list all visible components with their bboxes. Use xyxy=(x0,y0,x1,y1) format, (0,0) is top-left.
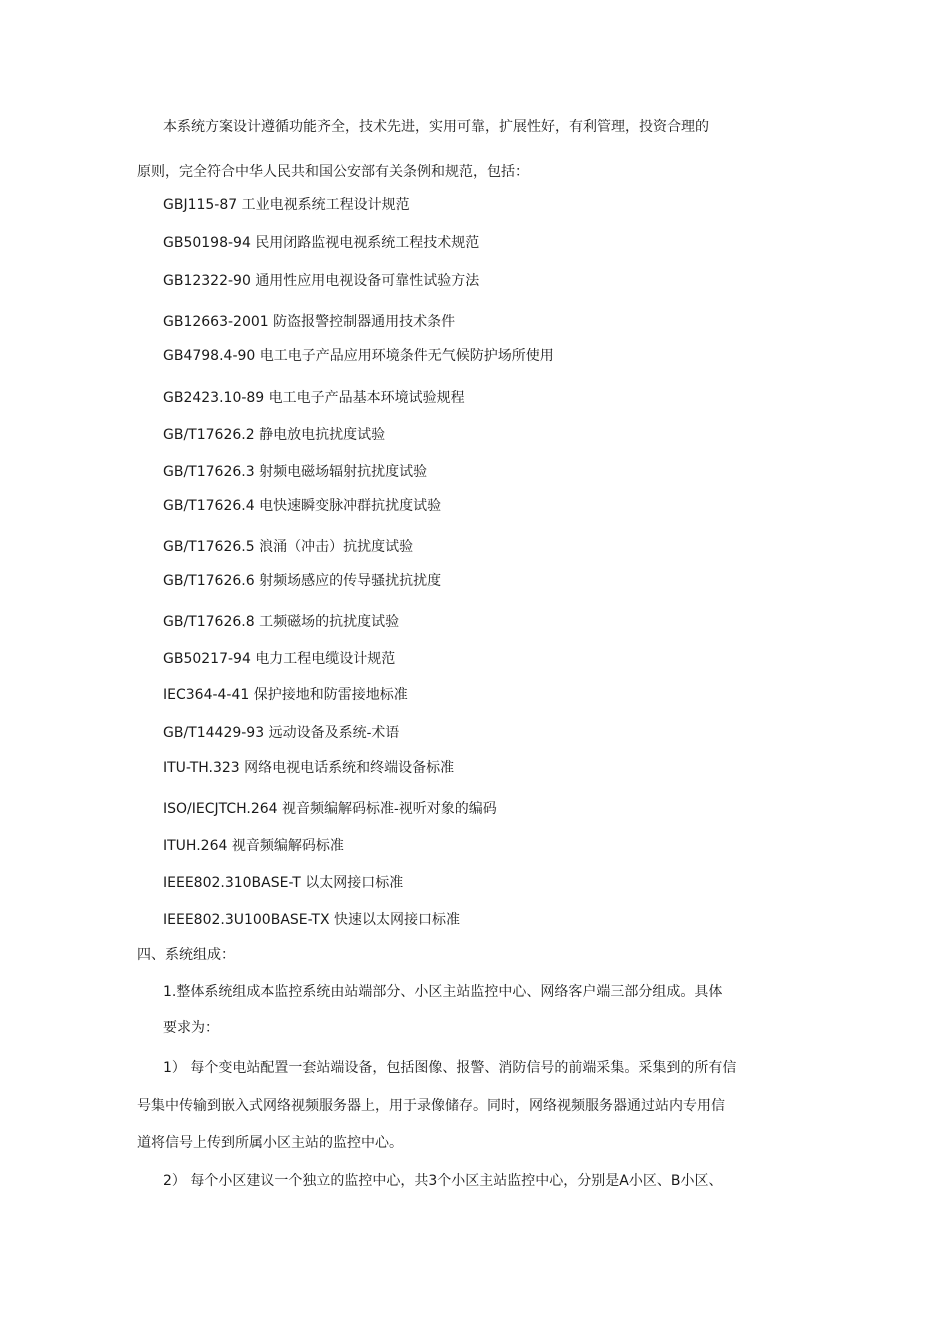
standard-code: GB12322-90 xyxy=(163,273,251,289)
standard-item xyxy=(163,571,441,591)
standard-name: 射频电磁场辐射抗扰度试验 xyxy=(259,464,428,480)
standard-name: 民用闭路监视电视系统工程技术规范 xyxy=(255,235,480,251)
standard-code: GB50198-94 xyxy=(163,235,251,251)
intro-line-2: 原则，完全符合中华人民共和国公安部有关条例和规范，包括： xyxy=(137,164,529,180)
standard-name: 浪涌（冲击）抗扰度试验 xyxy=(259,539,414,555)
standard-item xyxy=(163,910,460,930)
standard-code: GB/T17626.4 xyxy=(163,498,255,514)
paragraph-3-text-a: 每个小区建议一个独立的监控中心，共 xyxy=(190,1173,429,1189)
paragraph-3-number: 2） xyxy=(163,1173,186,1189)
section-heading: 四、系统组成： xyxy=(137,947,235,963)
standard-item xyxy=(163,388,465,408)
standard-name: 电工电子产品基本环境试验规程 xyxy=(268,390,465,406)
standard-item xyxy=(163,612,399,632)
standard-name: 通用性应用电视设备可靠性试验方法 xyxy=(255,273,480,289)
standard-code: IEEE802.310BASE-T xyxy=(163,875,301,891)
standard-name: 工业电视系统工程设计规范 xyxy=(241,197,410,213)
standard-name: 电力工程电缆设计规范 xyxy=(255,651,396,667)
standard-code: GBJ115-87 xyxy=(163,197,238,213)
standard-item xyxy=(163,425,385,445)
standard-code: ISO/IECJTCH.264 xyxy=(163,801,278,817)
standard-name: 以太网接口标准 xyxy=(305,875,404,891)
standard-item xyxy=(163,462,427,482)
paragraph-1-line-2: 要求为： xyxy=(163,1020,219,1036)
standard-code: GB/T14429-93 xyxy=(163,725,265,741)
standard-code: GB/T17626.5 xyxy=(163,539,255,555)
paragraph-1-line-1 xyxy=(163,982,722,1002)
standard-item xyxy=(163,873,403,893)
standard-item xyxy=(163,758,454,778)
paragraph-3-text-c: 小区、 xyxy=(628,1173,671,1189)
standard-item xyxy=(163,685,408,705)
standard-code: ITUH.264 xyxy=(163,838,228,854)
standard-name: 视音频编解码标准-视听对象的编码 xyxy=(282,801,497,817)
paragraph-2-line-2: 号集中传输到嵌入式网络视频服务器上，用于录像储存。同时，网络视频服务器通过站内专用信 xyxy=(137,1098,725,1114)
standard-name: 电工电子产品应用环境条件无气候防护场所使用 xyxy=(259,348,554,364)
standard-name: 远动设备及系统-术语 xyxy=(268,725,400,741)
standard-item xyxy=(163,836,344,856)
standard-code: GB2423.10-89 xyxy=(163,390,265,406)
standard-code: ITU-TH.323 xyxy=(163,760,240,776)
standard-item xyxy=(163,195,410,215)
standard-code: GB/T17626.2 xyxy=(163,427,255,443)
standard-code: GB/T17626.3 xyxy=(163,464,255,480)
standard-code: IEEE802.3U100BASE-TX xyxy=(163,912,330,928)
standard-item xyxy=(163,649,395,669)
standard-code: GB12663-2001 xyxy=(163,314,269,330)
paragraph-3-line-1 xyxy=(163,1171,722,1191)
standard-item xyxy=(163,496,441,516)
standard-name: 视音频编解码标准 xyxy=(231,838,344,854)
paragraph-3-text-d: 小区、 xyxy=(680,1173,723,1189)
standard-code: GB/T17626.8 xyxy=(163,614,255,630)
standard-name: 工频磁场的抗扰度试验 xyxy=(259,614,400,630)
standard-name: 静电放电抗扰度试验 xyxy=(259,427,386,443)
standard-item xyxy=(163,346,554,366)
standard-code: GB50217-94 xyxy=(163,651,251,667)
standard-code: GB4798.4-90 xyxy=(163,348,256,364)
standard-item xyxy=(163,271,479,291)
paragraph-2-line-1 xyxy=(163,1058,736,1078)
standard-code: IEC364-4-41 xyxy=(163,687,250,703)
paragraph-2-line-3: 道将信号上传到所属小区主站的监控中心。 xyxy=(137,1135,403,1151)
center-count: 3 xyxy=(428,1173,438,1189)
paragraph-2-text: 每个变电站配置一套站端设备，包括图像、报警、消防信号的前端采集。采集到的所有信 xyxy=(190,1060,737,1076)
standard-name: 网络电视电话系统和终端设备标准 xyxy=(244,760,455,776)
area-a-letter: A xyxy=(619,1173,629,1189)
standard-item xyxy=(163,799,497,819)
standard-name: 防盗报警控制器通用技术条件 xyxy=(273,314,456,330)
paragraph-1-number: 1. xyxy=(163,984,177,1000)
paragraph-3-text-b: 个小区主站监控中心，分别是 xyxy=(437,1173,620,1189)
standard-item xyxy=(163,723,399,743)
standard-item xyxy=(163,312,455,332)
standard-code: GB/T17626.6 xyxy=(163,573,255,589)
paragraph-1-text: 整体系统组成本监控系统由站端部分、小区主站监控中心、网络客户端三部分组成。具体 xyxy=(176,984,723,1000)
intro-line-1: 本系统方案设计遵循功能齐全，技术先进，实用可靠，扩展性好，有利管理，投资合理的 xyxy=(163,119,709,135)
standard-name: 电快速瞬变脉冲群抗扰度试验 xyxy=(259,498,442,514)
area-b-letter: B xyxy=(670,1173,681,1189)
standard-name: 快速以太网接口标准 xyxy=(334,912,460,928)
paragraph-2-number: 1） xyxy=(163,1060,186,1076)
standard-name: 射频场感应的传导骚扰抗扰度 xyxy=(259,573,442,589)
standard-name: 保护接地和防雷接地标准 xyxy=(253,687,408,703)
standard-item xyxy=(163,537,413,557)
standard-item xyxy=(163,233,479,253)
